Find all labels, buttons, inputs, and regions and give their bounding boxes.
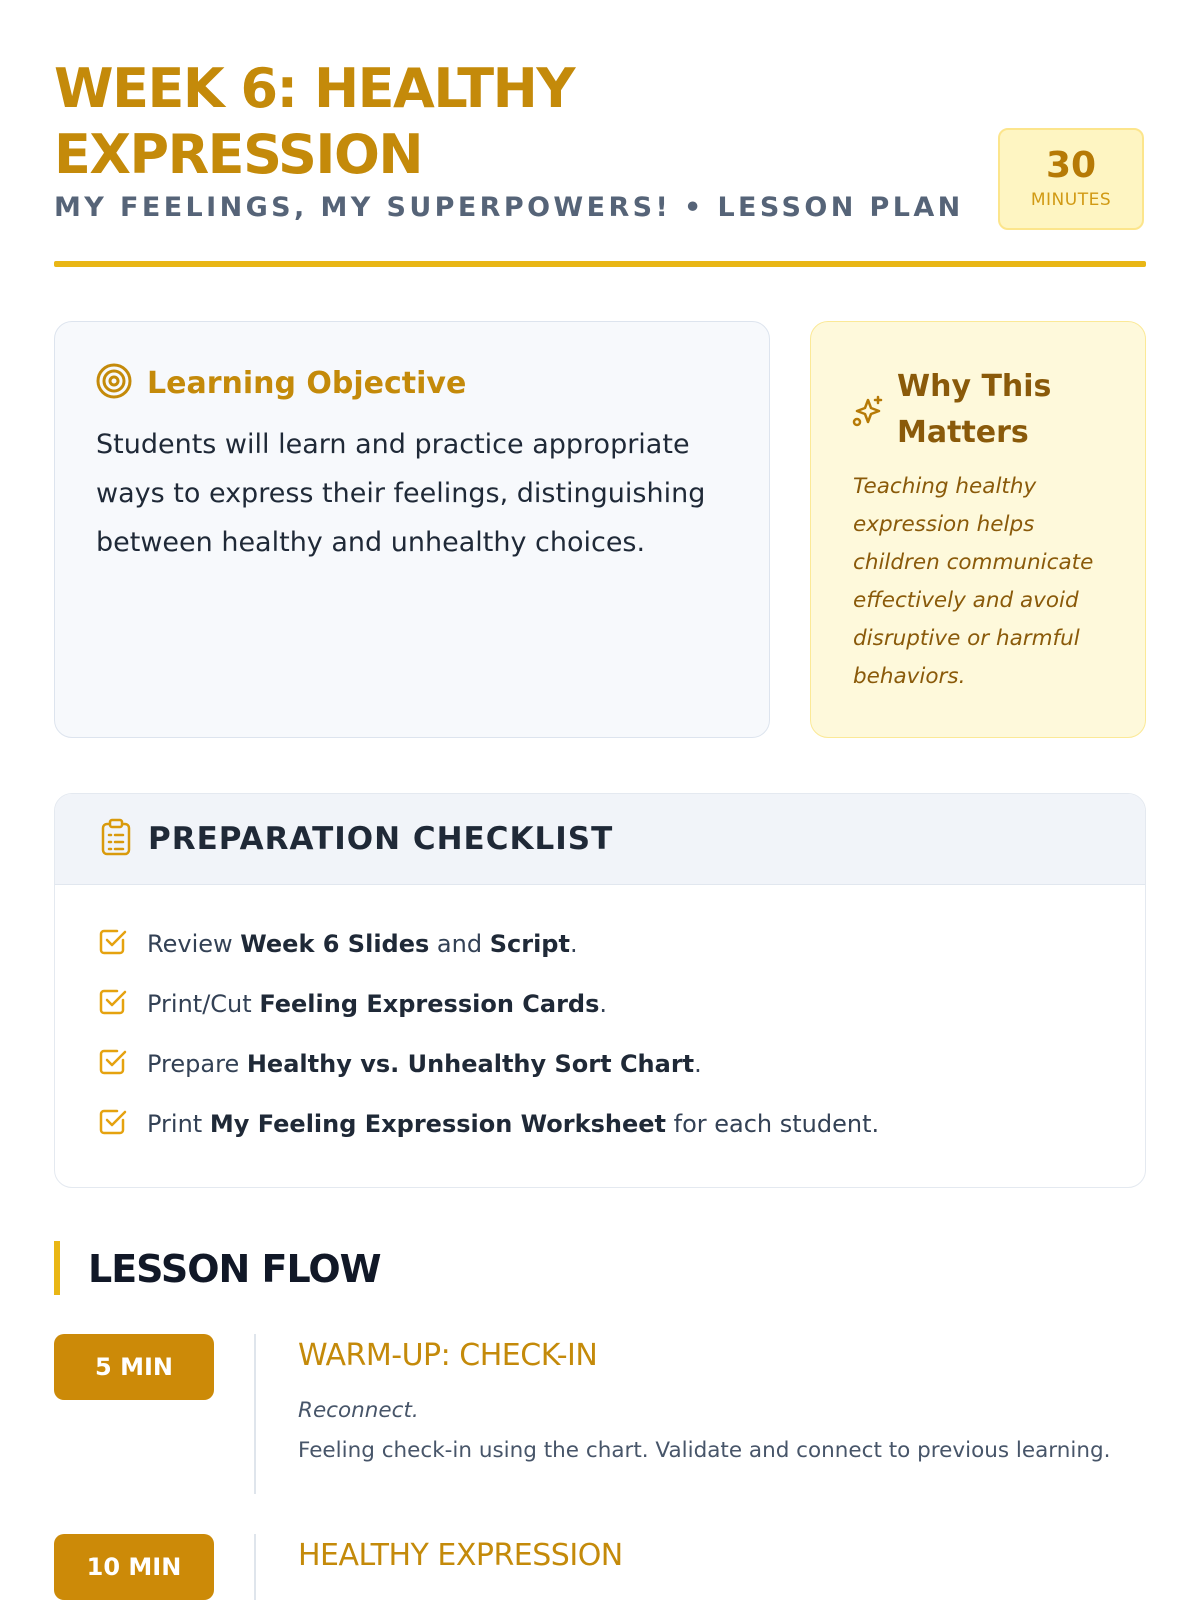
header-divider (54, 261, 1146, 267)
lesson-flow-accent-bar (54, 1241, 60, 1295)
step-subtitle: Reconnect. (298, 1398, 419, 1423)
duration-badge (998, 128, 1144, 230)
checkbox-checked-icon (97, 1105, 129, 1143)
clipboard-icon (100, 818, 132, 860)
checklist-item (97, 974, 879, 1034)
checklist-item (97, 914, 879, 974)
duration-value: 30 (1045, 145, 1097, 186)
step-duration-badge: 5 MIN (54, 1334, 214, 1400)
checklist-item (97, 1034, 879, 1094)
checklist-title: PREPARATION CHECKLIST (148, 821, 614, 857)
lesson-flow-title: LESSON FLOW (88, 1247, 381, 1291)
step-timeline-line (254, 1334, 256, 1494)
page-subtitle: MY FEELINGS, MY SUPERPOWERS! • LESSON PLAN (54, 192, 964, 223)
step-timeline-line (254, 1534, 256, 1600)
objective-header (95, 362, 466, 404)
objective-title: Learning Objective (147, 365, 467, 401)
checklist-item (97, 1094, 879, 1154)
checklist-item-text: Print My Feeling Expression Worksheet for each student. (147, 1110, 880, 1138)
why-card (810, 321, 1146, 738)
objective-card (54, 321, 770, 738)
checkbox-checked-icon (97, 1045, 129, 1083)
checklist-item-text: Print/Cut Feeling Expression Cards. (147, 990, 608, 1018)
step-title: WARM-UP: CHECK-IN (298, 1338, 598, 1373)
checklist-items (97, 914, 879, 1154)
preparation-checklist (54, 793, 1146, 1188)
why-title: Why This Matters (897, 369, 1052, 450)
target-icon (95, 362, 133, 404)
checkbox-checked-icon (97, 925, 129, 963)
objective-text: Students will learn and practice appropriate ways to express their feelings, distinguishing between healthy and unhealthy choices. (96, 429, 706, 558)
checkbox-checked-icon (97, 985, 129, 1023)
duration-unit: MINUTES (1030, 190, 1112, 210)
why-text: Teaching healthy expression helps children communicate effectively and avoid disruptive or harmful behaviors. (853, 474, 1094, 689)
page-title: WEEK 6: HEALTHY EXPRESSION (54, 57, 574, 186)
checklist-item-text: Review Week 6 Slides and Script. (147, 930, 578, 958)
step-description: Feeling check-in using the chart. Validate and connect to previous learning. (298, 1438, 1111, 1463)
step-duration-badge: 10 MIN (54, 1534, 214, 1600)
sparkles-icon (851, 394, 883, 432)
checklist-item-text: Prepare Healthy vs. Unhealthy Sort Chart. (147, 1050, 702, 1078)
step-title: HEALTHY EXPRESSION (298, 1538, 623, 1573)
checklist-header (55, 794, 1145, 885)
